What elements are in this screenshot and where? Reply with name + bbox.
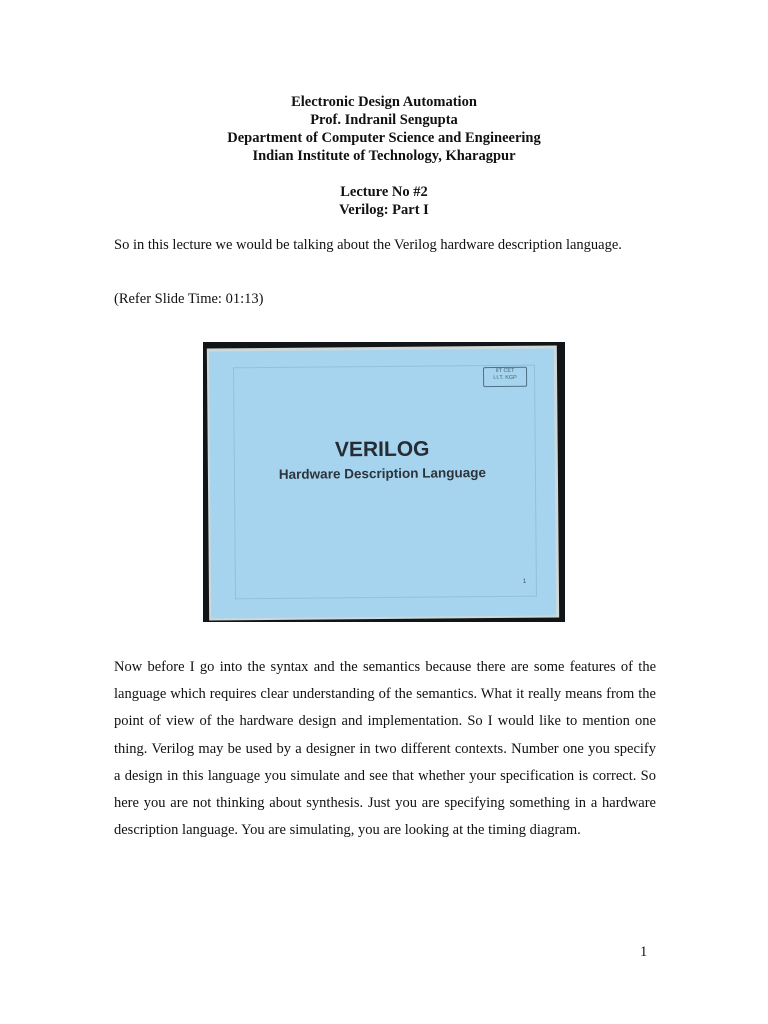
body-paragraph: Now before I go into the syntax and the semantics because there are some features of the language which requires clear understanding of the semantics. What it really means from the point of view of the hardware design and implementation. So I would like to mention one thing. Verilog may be used by a designer in two different contexts. Number one you specify a design in this language you simulate and see that whether your specification is correct. So here you are not thinking about synthesis. Just you are specifying something in a hardware description language. You are simulating, you are looking at the timing diagram.	[114, 659, 656, 839]
header-spacer	[0, 165, 768, 183]
slide-screenshot	[203, 342, 565, 622]
slide-title: VERILOG	[334, 437, 430, 462]
intro-paragraph: So in this lecture we would be talking about the Verilog hardware description language.	[114, 237, 622, 253]
institute-name: Indian Institute of Technology, Kharagpur	[252, 148, 516, 164]
document-header	[0, 93, 768, 219]
slide-badge-line2: I.I.T. KGP	[493, 374, 517, 382]
lecture-topic: Verilog: Part I	[339, 202, 429, 218]
course-title: Electronic Design Automation	[291, 94, 477, 110]
slide-number: 1	[522, 578, 527, 585]
page-number: 1	[640, 944, 648, 960]
slide-paper	[209, 348, 556, 618]
refer-slide-time: (Refer Slide Time: 01:13)	[114, 291, 264, 307]
slide-badge-line1: IIT CET	[495, 367, 515, 375]
lecture-number: Lecture No #2	[340, 184, 428, 200]
department-name: Department of Computer Science and Engineering	[227, 130, 541, 146]
slide-subtitle: Hardware Description Language	[278, 465, 487, 482]
professor-name: Prof. Indranil Sengupta	[310, 112, 458, 128]
slide-logo-badge	[483, 367, 527, 387]
